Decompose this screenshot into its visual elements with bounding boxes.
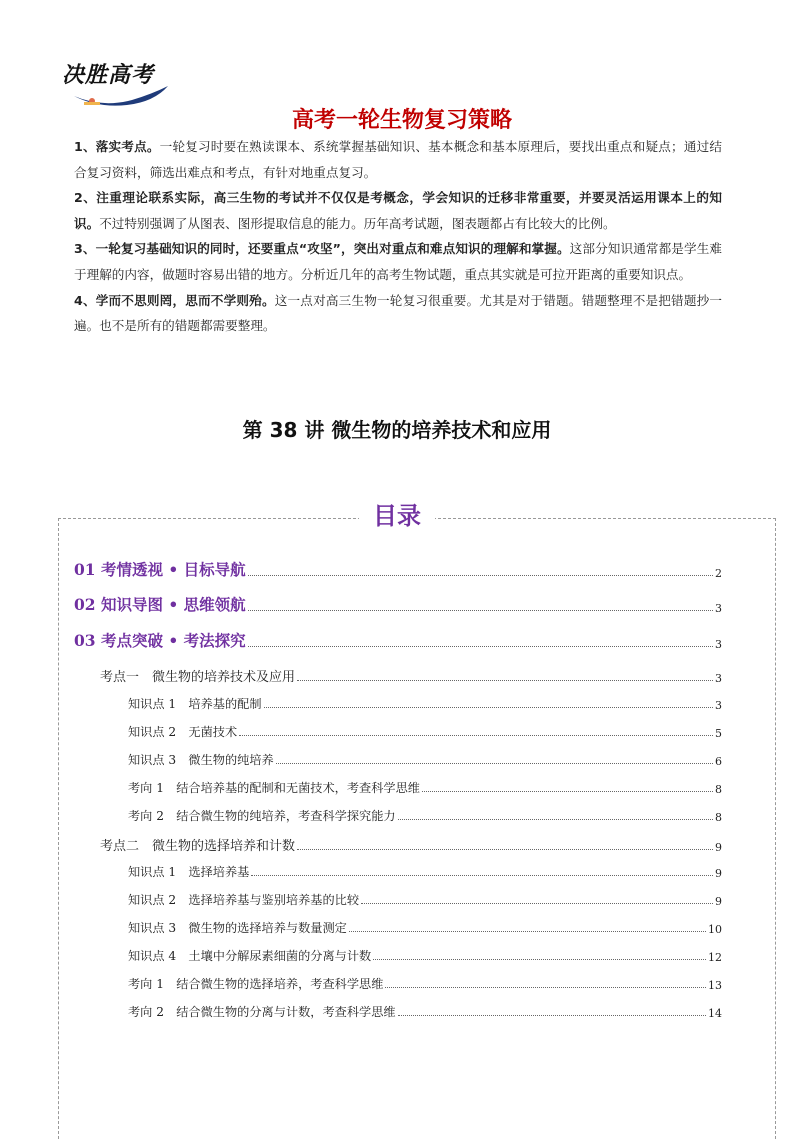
toc-entry-label: 03 考点突破 • 考法探究 — [74, 631, 246, 650]
toc-entry-page: 2 — [715, 567, 722, 580]
toc-entry-label: 01 考情透视 • 目标导航 — [74, 560, 246, 579]
toc-leader-dots — [276, 762, 713, 764]
toc-entry-label: 知识点 2 选择培养基与鉴别培养基的比较 — [128, 893, 360, 907]
toc-leader-dots — [385, 986, 706, 988]
toc-entry-page: 6 — [715, 755, 722, 768]
toc-leader-dots — [373, 958, 706, 960]
toc-entry[interactable] — [74, 1003, 722, 1020]
toc-entry-page: 3 — [715, 699, 722, 712]
toc-leader-dots — [398, 1014, 706, 1016]
toc-entry-label: 考点二 微生物的选择培养和计数 — [100, 839, 296, 854]
toc-leader-dots — [251, 874, 713, 876]
toc-entry[interactable] — [74, 558, 722, 580]
toc-leader-dots — [239, 734, 713, 736]
toc-entry-page: 10 — [708, 923, 722, 936]
toc-entry-label: 02 知识导图 • 思维领航 — [74, 595, 246, 614]
toc-entry-page: 9 — [715, 841, 722, 854]
toc-entry-page: 3 — [715, 602, 722, 615]
toc-entry[interactable] — [74, 835, 722, 854]
toc-entry[interactable] — [74, 695, 722, 712]
strategy-point: 3、一轮复习基础知识的同时，还要重点“攻坚”，突出对重点和难点知识的理解和掌握。这部分知识通常都是学生难于理解的内容，做题时容易出错的地方。分析近几年的高考生物试题，重点其实就是可拉开距离的重要知识点。 — [74, 241, 722, 282]
toc-entry[interactable] — [74, 779, 722, 796]
toc-entry-label: 考向 1 结合培养基的配制和无菌技术，考查科学思维 — [128, 781, 420, 795]
lecture-title: 第 38 讲 微生物的培养技术和应用 — [242, 418, 552, 442]
toc-entry-label: 知识点 1 培养基的配制 — [128, 697, 262, 711]
strategy-point: 1、落实考点。一轮复习时要在熟读课本、系统掌握基础知识、基本概念和基本原理后，要找出重点和疑点；通过结合复习资料，筛选出难点和考点，有针对地重点复习。 — [74, 139, 723, 180]
toc-entry[interactable] — [74, 666, 722, 685]
page-title: 高考一轮生物复习策略 — [291, 108, 512, 133]
toc-entry-page: 13 — [708, 979, 722, 992]
toc-entry[interactable] — [74, 751, 722, 768]
toc-entry-page: 3 — [715, 638, 722, 651]
toc-entry-page: 14 — [708, 1007, 722, 1020]
toc-entry[interactable] — [74, 807, 722, 824]
strategy-point: 4、学而不思则罔，思而不学则殆。这一点对高三生物一轮复习很重要。尤其是对于错题。错题整理不是把错题抄一遍。也不是所有的错题都需要整理。 — [74, 292, 723, 334]
logo-text: 决胜高考 — [62, 62, 155, 88]
toc-leader-dots — [248, 645, 713, 647]
toc-leader-dots — [349, 930, 706, 932]
toc-entry-page: 9 — [715, 895, 722, 908]
toc-entry-label: 考向 2 结合微生物的分离与计数，考查科学思维 — [128, 1005, 396, 1019]
toc-entry[interactable] — [74, 891, 722, 908]
toc-leader-dots — [297, 679, 713, 681]
strategy-point: 2、注重理论联系实际，高三生物的考试并不仅仅是考概念，学会知识的迁移非常重要，并要灵活运用课本上的知识。不过特别强调了从图表、图形提取信息的能力。历年高考试题，图表题都占有比较大的比例。 — [74, 190, 722, 231]
toc-entry-label: 知识点 1 选择培养基 — [128, 865, 250, 879]
toc-entry-page: 8 — [715, 811, 722, 824]
toc-leader-dots — [398, 818, 713, 820]
toc-entry-page: 9 — [715, 867, 722, 880]
toc-entry-label: 考向 1 结合微生物的选择培养，考查科学思维 — [128, 977, 384, 991]
toc-entry-label: 知识点 2 无菌技术 — [128, 725, 238, 739]
toc-entry-page: 8 — [715, 783, 722, 796]
toc-entry[interactable] — [74, 593, 722, 615]
toc-leader-dots — [248, 609, 713, 611]
toc-entry[interactable] — [74, 975, 722, 992]
toc-heading: 目录 — [0, 496, 794, 531]
toc-entry-label: 知识点 3 微生物的纯培养 — [128, 753, 274, 767]
toc-entry-label: 考向 2 结合微生物的纯培养，考查科学探究能力 — [128, 809, 396, 823]
toc-entry[interactable] — [74, 863, 722, 880]
toc-leader-dots — [264, 706, 713, 708]
toc-entry-page: 12 — [708, 951, 722, 964]
toc-leader-dots — [297, 848, 713, 850]
toc-entry-label: 知识点 3 微生物的选择培养与数量测定 — [128, 921, 347, 935]
toc-entry[interactable] — [74, 947, 722, 964]
toc-entry[interactable] — [74, 723, 722, 740]
strategy-points — [74, 134, 722, 339]
toc-entry-page: 3 — [715, 672, 722, 685]
toc-leader-dots — [361, 902, 713, 904]
toc-entry-label: 考点一 微生物的培养技术及应用 — [100, 670, 296, 685]
toc-leader-dots — [422, 790, 713, 792]
toc-leader-dots — [248, 574, 713, 576]
toc-entry[interactable] — [74, 629, 722, 651]
toc-entry-label: 知识点 4 土壤中分解尿素细菌的分离与计数 — [128, 949, 372, 963]
toc-entry-page: 5 — [715, 727, 722, 740]
toc-entry[interactable] — [74, 919, 722, 936]
